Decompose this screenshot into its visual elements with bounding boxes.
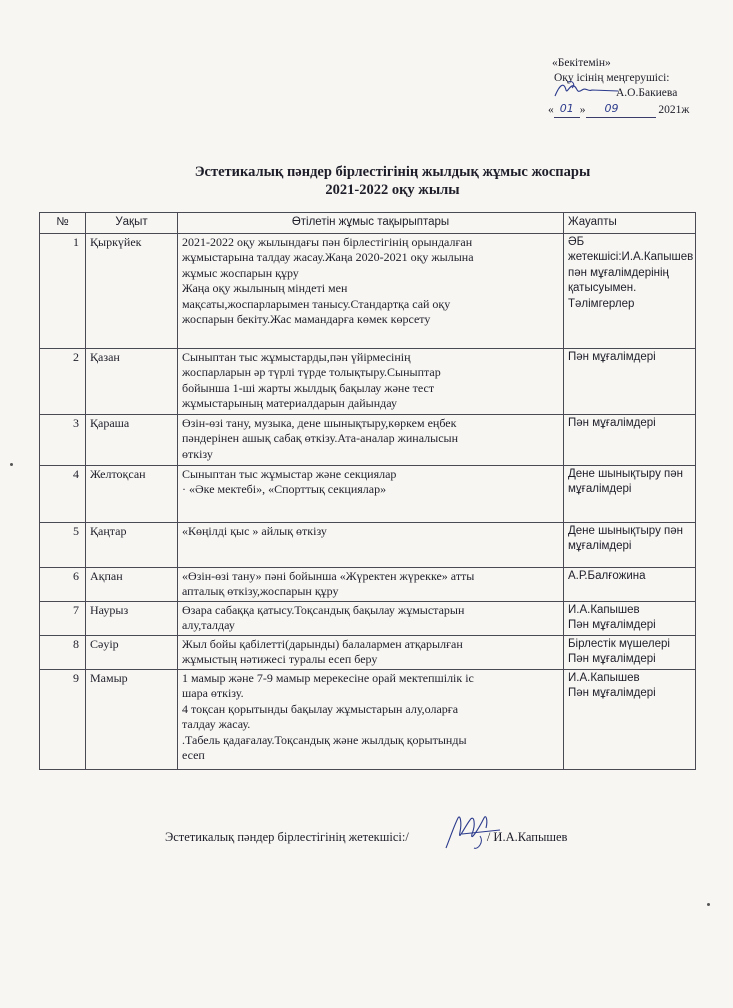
approval-position: Оқу ісінің меңгерушісі: [554,72,670,84]
approval-date [548,101,723,118]
page-title: Эстетикалық пәндер бірлестігінің жылдық жұмыс жоспары [194,164,591,180]
row-number: 2 [40,348,86,414]
row-responsible-line: А.Р.Балғожина [568,569,646,582]
row-topic-line: мақсаты,жоспарларымен танысу.Стандартқа сай оқу [182,296,451,311]
leader-signature-line [165,830,685,845]
row-responsible-line: Дене шынықтыру пән [568,467,683,480]
leader-label: Эстетикалық пәндер бірлестігінің жетекшісі: [165,830,406,844]
row-topic-line: жұмыстың нәтижесі туралы есеп беру [182,652,378,666]
table-row [40,465,696,522]
date-year: 2021ж [658,104,690,116]
row-topic-line: 1 мамыр және 7-9 мамыр мерекесіне орай мектепшілік іс [182,670,474,685]
header-topic: Өтілетін жұмыс тақырыптары [178,213,564,234]
scan-speck [10,463,13,466]
row-responsible-line: Пән мұғалімдері [568,687,656,699]
date-close-quote: » [579,104,586,116]
row-responsible [564,233,696,348]
row-topic-line: пәндерінен ашық сабақ өткізу.Ата-аналар жиналысын [182,431,459,445]
scan-speck [707,903,710,906]
row-number: 1 [40,233,86,348]
row-topic-line: шара өткізу. [182,686,244,700]
table-row [40,414,696,465]
leader-signature [440,808,510,856]
row-topic [178,233,564,348]
row-responsible-line: пән мұғалімдерінің [568,266,669,279]
row-topic-line: алу,талдау [182,618,235,632]
row-topic-line: жоспарын бекіту.Жас мамандарға көмек көрсету [182,312,431,326]
table-row [40,567,696,601]
date-month: 09 [604,102,619,115]
row-responsible-line: Бірлестік мүшелері [568,637,670,650]
row-month: Ақпан [86,567,178,601]
table-row [40,601,696,635]
date-day: 01 [559,102,574,115]
row-month: Желтоқсан [86,465,178,522]
row-month: Қараша [86,414,178,465]
approval-heading: «Бекітемін» [552,57,611,69]
row-topic [178,567,564,601]
row-topic-line: бойынша 1-ші жарты жылдық бақылау және тест [182,380,435,395]
row-topic-line: · «Әке мектебі», «Спорттық секциялар» [182,482,387,496]
row-responsible-line: Пән мұғалімдері [568,350,656,363]
row-responsible-line: мұғалімдері [568,483,632,495]
row-responsible-line: И.А.Капышев [568,671,640,684]
row-topic [178,348,564,414]
row-topic-line: есеп [182,748,205,762]
approver-signature [552,78,620,100]
table-header-row [40,213,696,234]
row-topic-line: Өзара сабаққа қатысу.Тоқсандық бақылау жұмыстарын [182,602,465,617]
row-number: 8 [40,635,86,669]
approval-name: А.О.Бакиева [616,87,678,99]
row-topic-line: 2021-2022 оқу жылындағы пән бірлестігінің орындалған [182,234,473,249]
row-topic-line: Жыл бойы қабілетті(дарынды) балалармен атқарылған [182,636,463,651]
row-month: Қаңтар [86,522,178,567]
row-responsible-line: ӘБ [568,235,585,248]
table-row [40,635,696,669]
row-topic-line: талдау жасау. [182,717,251,731]
row-topic [178,601,564,635]
row-topic-line: 4 тоқсан қорытынды бақылау жұмыстарын алу,оларға [182,701,459,716]
work-plan-table [39,212,696,770]
row-month: Қыркүйек [86,233,178,348]
row-number: 9 [40,669,86,769]
leader-name: / И.А.Капышев [486,830,568,844]
row-topic-line: өткізу [182,446,213,461]
row-topic-line: жұмыстарына талдау жасау.Жаңа 2020-2021 оқу жылына [182,250,474,264]
row-topic-line: Өзін-өзі тану, музыка, дене шынықтыру,көркем еңбек [182,415,457,430]
row-responsible-line: Пән мұғалімдері [568,619,656,631]
row-number: 6 [40,567,86,601]
row-month: Қазан [86,348,178,414]
header-time: Уақыт [86,213,178,234]
row-responsible-line: мұғалімдері [568,540,632,552]
date-open-quote: « [548,104,554,116]
row-topic-line: жұмыс жоспарын құру [182,265,299,280]
row-topic-line: жұмыстарының материалдарын дайындау [182,396,397,410]
row-responsible-line: Пән мұғалімдері [568,416,656,429]
row-responsible [564,669,696,769]
row-responsible-line: Тәлімгерлер [568,297,635,310]
row-topic [178,465,564,522]
row-number: 5 [40,522,86,567]
row-responsible [564,567,696,601]
row-topic [178,635,564,669]
table-body [40,233,696,769]
header-responsible: Жауапты [564,213,696,234]
row-month: Наурыз [86,601,178,635]
row-topic [178,522,564,567]
row-topic-line: жоспарларын әр түрлі түрде толықтыру.Сыныптар [182,365,441,379]
row-topic-line: «Өзін-өзі тану» пәні бойынша «Жүректен жүрекке» атты [182,568,475,583]
row-topic-line: Сыныптан тыс жұмыстарды,пән үйірмесінің [182,349,411,364]
row-responsible-line: И.А.Капышев [568,603,640,616]
row-responsible [564,522,696,567]
row-topic [178,669,564,769]
row-responsible-line: жетекшісі:И.А.Капышев [568,251,694,263]
table-row [40,233,696,348]
row-topic-line: апталық өткізу,жоспарын құру [182,584,339,598]
table-row [40,522,696,567]
leader-slash: / [405,830,409,844]
row-month: Мамыр [86,669,178,769]
row-topic [178,414,564,465]
row-topic-line: Жаңа оқу жылының міндеті мен [182,281,348,295]
row-responsible [564,414,696,465]
table-row [40,348,696,414]
row-responsible-line: Дене шынықтыру пән [568,524,683,537]
row-responsible [564,348,696,414]
row-month: Сәуір [86,635,178,669]
row-number: 7 [40,601,86,635]
row-responsible [564,635,696,669]
row-responsible [564,465,696,522]
page-subtitle: 2021-2022 оқу жылы [325,182,460,198]
row-topic-line: «Көңілді қыс » айлық өткізу [182,523,327,538]
row-responsible-line: Пән мұғалімдері [568,653,656,665]
row-number: 3 [40,414,86,465]
row-number: 4 [40,465,86,522]
row-topic-line: Сыныптан тыс жұмыстар және секциялар [182,466,397,481]
row-topic-line: .Табель қадағалау.Тоқсандық және жылдық қорытынды [182,732,467,747]
table-row [40,669,696,769]
header-num: № [40,213,86,234]
row-responsible-line: қатысуымен. [568,282,637,294]
row-responsible [564,601,696,635]
